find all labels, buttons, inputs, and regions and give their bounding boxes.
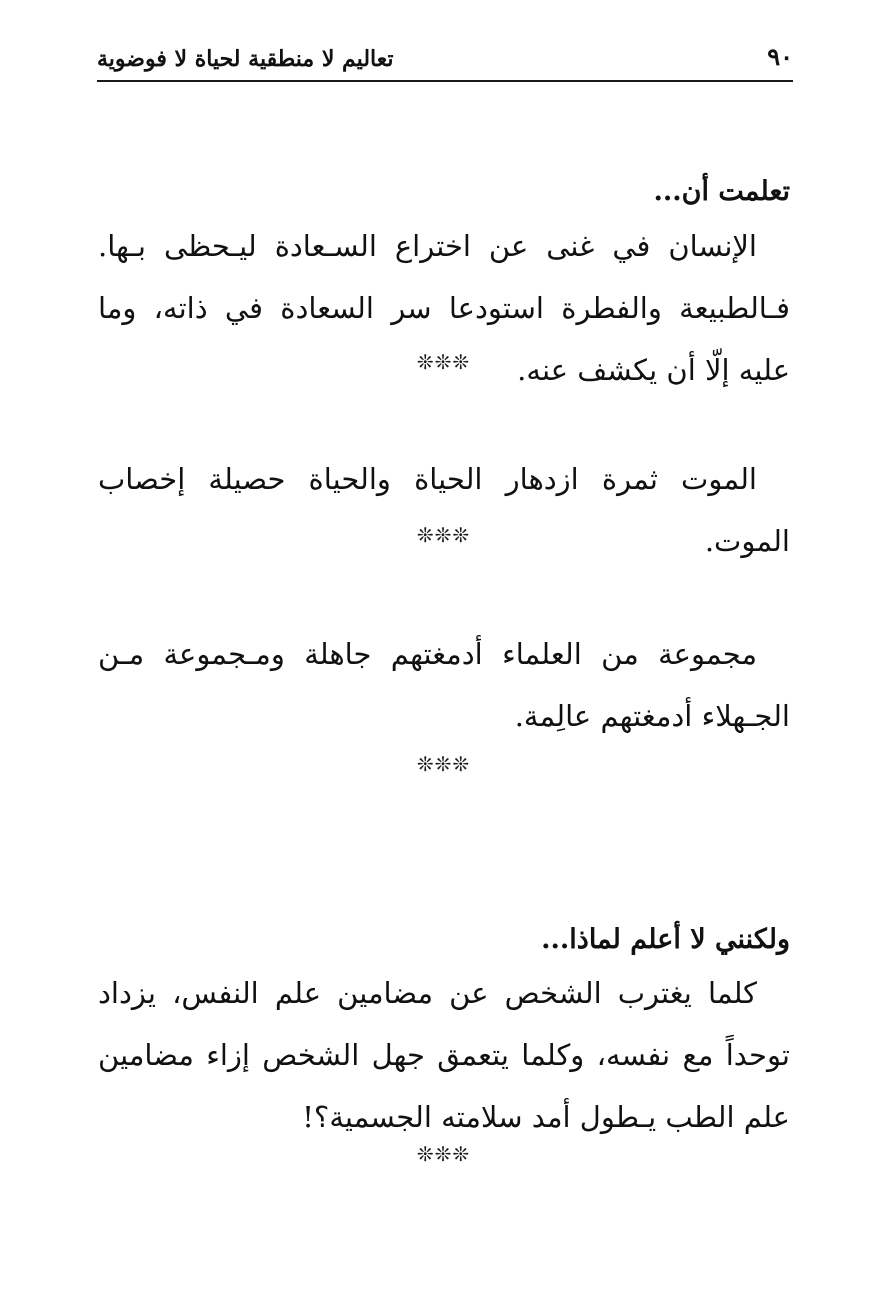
paragraph-death-life: الموت ثمرة ازدهار الحياة والحياة حصيلة إخصاب الموت. (98, 462, 790, 558)
separator-stars: ❊❊❊ (416, 523, 471, 547)
paragraph-psychology-medicine: كلما يغترب الشخص عن مضامين علم النفس، يزداد توحداً مع نفسه، وكلما يتعمق جهل الشخص إزاء مضامين علم الطب يـطول أمد سلامته الجسمية؟! (98, 976, 790, 1134)
running-title: تعاليم لا منطقية لحياة لا فوضوية (97, 46, 394, 72)
paragraph-happiness: الإنسان في غنى عن اختراع السـعادة ليـحظى بـها. فـالطبيعة والفطرة استودعا سر السعادة في ذاته، وما عليه إلّا أن يكشف عنه. (98, 229, 790, 387)
separator-stars: ❊❊❊ (416, 350, 471, 374)
page-header (97, 36, 793, 82)
paragraph-scholars: مجموعة من العلماء أدمغتهم جاهلة ومـجموعة مـن الجـهلاء أدمغتهم عالِمة. (98, 637, 790, 733)
separator-stars: ❊❊❊ (416, 1142, 471, 1166)
section-heading-learned: تعلمت أن... (653, 176, 790, 207)
page-number: ٩٠ (767, 42, 793, 71)
separator-stars: ❊❊❊ (416, 752, 471, 776)
section-heading-why: ولكنني لا أعلم لماذا... (541, 924, 790, 955)
